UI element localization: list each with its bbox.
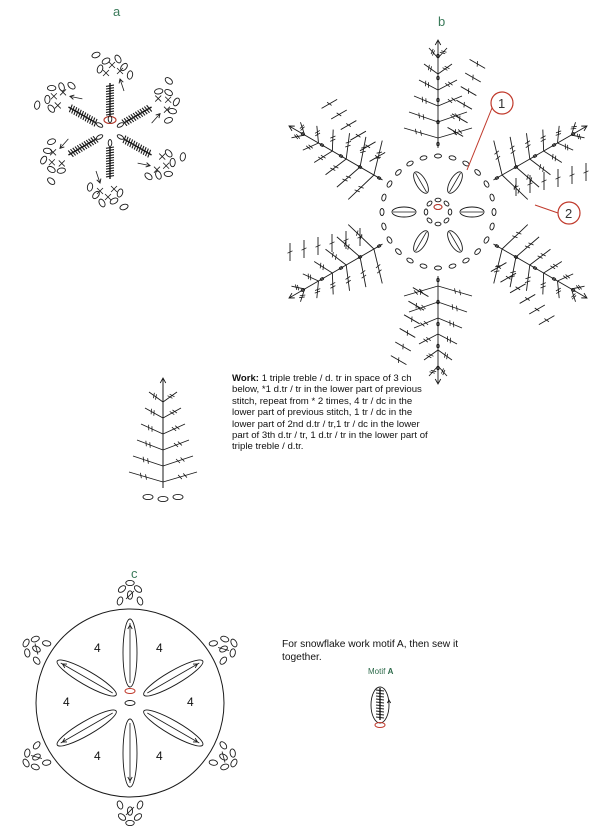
work-instructions bbox=[232, 373, 437, 453]
segment-count-label: 4 bbox=[156, 641, 163, 656]
segment-count-label: 4 bbox=[94, 748, 101, 763]
callout-2-leader bbox=[535, 205, 558, 213]
motif-prefix: Motif bbox=[368, 667, 386, 676]
motif-letter: A bbox=[387, 667, 394, 676]
work-heading: Work: bbox=[232, 373, 260, 384]
diagram-b-label: b bbox=[438, 14, 446, 29]
segment-count-label: 4 bbox=[187, 695, 194, 709]
assembly-note: For snowflake work motif A, then sew it together. bbox=[282, 639, 459, 663]
diagram-a-label: a bbox=[113, 4, 121, 19]
diagram-c-label: c bbox=[131, 566, 138, 581]
segment-count-label: 4 bbox=[94, 641, 101, 656]
segment-count-label: 4 bbox=[63, 695, 70, 709]
callout-2-text: 2 bbox=[565, 206, 573, 221]
motif-a-label bbox=[368, 667, 393, 676]
callout-1-leader bbox=[467, 108, 492, 170]
segment-count-label: 4 bbox=[156, 748, 163, 763]
work-body: 1 triple treble / d. tr in space of 3 ch below, *1 d.tr / tr in the lower part of previous stitch, repeat from * 2 times, 4 tr / dc in the lower part of previous stitch, 1 tr / dc in the lower part of 2nd d.tr / tr,1 tr / dc in the lower part of 3th d.tr / tr, 1 d.tr / tr in the lower part of triple treble / d.tr. bbox=[232, 373, 428, 453]
callout-1-text: 1 bbox=[498, 96, 506, 111]
